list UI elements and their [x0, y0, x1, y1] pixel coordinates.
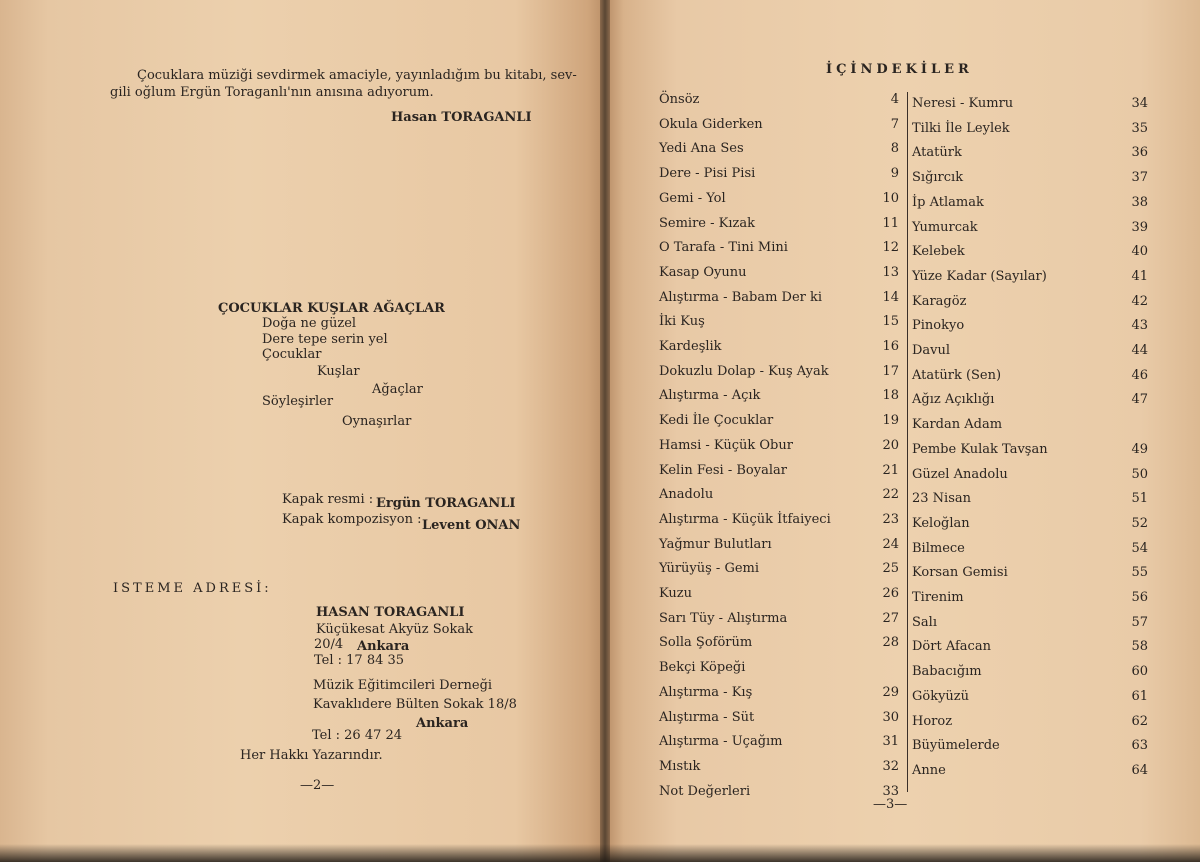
toc-entry-title: Kelin Fesi - Boyalar	[659, 462, 787, 478]
toc-entry-page: 14	[882, 289, 899, 305]
toc-entry-page: 10	[882, 190, 899, 206]
poem-line: Doğa ne güzel	[262, 316, 357, 331]
dedication-line-2: gili oğlum Ergün Toraganlı'nın anısına adıyorum.	[110, 85, 434, 100]
toc-entry-page: 64	[1131, 762, 1148, 778]
toc-entry-page: 61	[1131, 688, 1148, 704]
toc-entry	[659, 265, 899, 285]
toc-entry-page: 32	[882, 758, 899, 774]
toc-entry-title: Alıştırma - Babam Der ki	[659, 289, 823, 305]
poem-line: Çocuklar	[262, 347, 322, 362]
toc-entry	[912, 442, 1148, 462]
toc-entry	[912, 639, 1148, 659]
toc-entry-title: Not Değerleri	[659, 783, 751, 799]
toc-entry	[912, 343, 1148, 363]
toc-entry	[659, 314, 899, 334]
toc-entry-page: 12	[882, 240, 899, 256]
toc-entry	[659, 635, 899, 655]
toc-entry	[659, 561, 899, 581]
toc-entry-title: Önsöz	[659, 92, 700, 107]
book-spine	[600, 0, 610, 862]
toc-entry	[659, 487, 899, 507]
toc-entry-title: Korsan Gemisi	[912, 565, 1008, 581]
toc-entry-page: 33	[882, 783, 899, 799]
toc-entry-page: 50	[1131, 466, 1148, 482]
toc-entry	[912, 590, 1148, 610]
toc-entry-page: 47	[1131, 392, 1148, 408]
toc-entry-title: Pembe Kulak Tavşan	[912, 441, 1048, 457]
organization-street: Kavaklıdere Bülten Sokak 18/8	[313, 697, 517, 712]
toc-entry-title: Yağmur Bulutları	[659, 536, 772, 552]
toc-entry-page: 15	[882, 314, 899, 330]
toc-entry	[659, 240, 899, 260]
toc-entry	[659, 166, 899, 186]
toc-entry-page: 44	[1131, 343, 1148, 358]
toc-entry-title: Yedi Ana Ses	[659, 141, 744, 157]
toc-entry	[912, 294, 1148, 314]
toc-entry-page: 58	[1131, 639, 1148, 655]
toc-entry-page: 23	[882, 511, 899, 527]
toc-entry	[659, 290, 899, 310]
cover-composition-name: Levent ONAN	[422, 518, 521, 533]
toc-entry-page: 51	[1131, 491, 1148, 507]
toc-entry-title: Hamsi - Küçük Obur	[659, 437, 793, 453]
toc-entry-title: Kuzu	[659, 586, 693, 601]
toc-entry-page: 29	[882, 684, 899, 700]
toc-entry-title: Yürüyüş - Gemi	[659, 561, 760, 577]
address-phone: Tel : 17 84 35	[314, 653, 405, 668]
toc-entry-title: Atatürk (Sen)	[912, 367, 1002, 383]
toc-entry	[659, 611, 899, 631]
poem-line: Oynaşırlar	[342, 414, 412, 429]
poem-title: ÇOCUKLAR KUŞLAR AĞAÇLAR	[218, 301, 445, 316]
toc-entry-title: Neresi - Kumru	[912, 96, 1014, 111]
toc-entry-title: Mıstık	[659, 758, 701, 774]
page-number-left: —2—	[300, 778, 335, 793]
toc-entry-title: Güzel Anadolu	[912, 466, 1008, 482]
toc-entry-page: 43	[1131, 318, 1148, 334]
toc-entry-page: 49	[1131, 441, 1148, 457]
toc-entry-page: 39	[1131, 219, 1148, 235]
toc-entry	[912, 392, 1148, 412]
toc-entry	[659, 759, 899, 779]
toc-entry-title: Yüze Kadar (Sayılar)	[912, 268, 1047, 284]
toc-entry-page: 42	[1131, 293, 1148, 309]
toc-entry	[659, 216, 899, 236]
toc-entry-title: Yumurcak	[912, 219, 978, 235]
poem-line: Dere tepe serin yel	[262, 332, 388, 347]
toc-entry-title: 23 Nisan	[912, 491, 972, 507]
toc-entry-page: 17	[882, 363, 899, 379]
toc-entry-title: Dokuzlu Dolap - Kuş Ayak	[659, 363, 829, 379]
toc-entry	[912, 491, 1148, 511]
toc-entry-page: 55	[1131, 565, 1148, 581]
toc-entry-title: Alıştırma - Kış	[659, 684, 753, 700]
toc-entry-title: Okula Giderken	[659, 116, 763, 132]
toc-entry-page: 7	[890, 116, 899, 132]
toc-entry-title: Kasap Oyunu	[659, 264, 747, 280]
toc-entry-title: Pinokyo	[912, 318, 965, 334]
toc-entry-page: 36	[1131, 145, 1148, 161]
toc-entry	[912, 269, 1148, 289]
toc-column-divider	[907, 92, 908, 792]
toc-entry-title: Alıştırma - Süt	[659, 709, 755, 725]
toc-entry-page: 26	[882, 586, 899, 601]
toc-entry-title: Anadolu	[659, 487, 714, 503]
cover-art-name: Ergün TORAGANLI	[376, 496, 516, 511]
toc-entry-page: 46	[1131, 367, 1148, 383]
toc-entry-title: Alıştırma - Uçağım	[659, 734, 783, 750]
toc-entry	[912, 689, 1148, 709]
toc-entry	[659, 660, 899, 680]
address-city: Ankara	[357, 639, 410, 654]
toc-entry-title: İp Atlamak	[912, 194, 984, 210]
toc-entry-title: Horoz	[912, 713, 953, 729]
toc-entry	[912, 763, 1148, 783]
toc-entry	[659, 339, 899, 359]
toc-entry-page: 63	[1131, 738, 1148, 754]
toc-entry-title: Kedi İle Çocuklar	[659, 413, 774, 429]
toc-entry-title: Keloğlan	[912, 515, 970, 531]
poem-line: Ağaçlar	[372, 382, 423, 397]
toc-entry-title: Sığırcık	[912, 170, 964, 186]
toc-entry-page: 37	[1131, 170, 1148, 186]
toc-entry-title: Kelebek	[912, 244, 965, 260]
toc-entry	[659, 586, 899, 606]
poem-line: Kuşlar	[317, 364, 360, 379]
toc-entry-page: 11	[882, 215, 899, 231]
toc-entry-title: Alıştırma - Açık	[659, 388, 761, 404]
toc-entry	[912, 318, 1148, 338]
toc-entry-title: Ağız Açıklığı	[912, 392, 995, 408]
address-number: 20/4	[314, 637, 344, 652]
toc-entry-title: Semire - Kızak	[659, 215, 755, 231]
toc-entry	[659, 191, 899, 211]
toc-entry-title: Karagöz	[912, 293, 967, 309]
toc-entry-page: 13	[882, 264, 899, 280]
toc-entry	[659, 463, 899, 483]
toc-entry-title: Kardeşlik	[659, 339, 722, 354]
toc-entry-title: O Tarafa - Tini Mini	[659, 240, 788, 256]
toc-entry	[659, 710, 899, 730]
toc-entry	[659, 685, 899, 705]
toc-entry	[912, 121, 1148, 141]
toc-entry-title: Anne	[912, 762, 946, 778]
toc-entry	[912, 565, 1148, 585]
toc-entry-title: Solla Şoförüm	[659, 635, 753, 651]
dedication-author: Hasan TORAGANLI	[391, 110, 532, 125]
toc-entry-page: 16	[882, 339, 899, 354]
toc-entry	[659, 117, 899, 137]
toc-entry	[912, 738, 1148, 758]
toc-entry	[912, 615, 1148, 635]
address-name: HASAN TORAGANLI	[316, 605, 465, 620]
poem-line: Söyleşirler	[262, 394, 334, 409]
toc-entry	[659, 512, 899, 532]
toc-entry-page: 54	[1131, 540, 1148, 556]
toc-entry-title: Salı	[912, 614, 937, 630]
toc-entry-title: Tirenim	[912, 590, 964, 605]
toc-entry-title: İki Kuş	[659, 314, 705, 330]
address-heading: ISTEME ADRESİ:	[113, 581, 272, 596]
toc-entry-page: 41	[1131, 268, 1148, 284]
address-street: Küçükesat Akyüz Sokak	[316, 622, 474, 637]
toc-entry	[912, 368, 1148, 388]
toc-entry-page: 60	[1131, 664, 1148, 680]
toc-entry-page: 27	[882, 610, 899, 626]
toc-entry-page: 62	[1131, 713, 1148, 729]
toc-entry-page: 25	[882, 561, 899, 577]
toc-entry	[659, 734, 899, 754]
toc-entry-title: Babacığım	[912, 664, 982, 680]
toc-entry-title: Büyümelerde	[912, 738, 1000, 754]
organization-phone: Tel : 26 47 24	[312, 728, 403, 743]
toc-entry-title: Davul	[912, 343, 951, 358]
toc-entry	[912, 220, 1148, 240]
toc-entry-page: 57	[1131, 614, 1148, 630]
organization-city: Ankara	[416, 716, 469, 731]
toc-entry	[912, 195, 1148, 215]
toc-entry	[912, 170, 1148, 190]
toc-entry	[912, 145, 1148, 165]
toc-entry-title: Gemi - Yol	[659, 190, 726, 206]
toc-entry-title: Sarı Tüy - Alıştırma	[659, 610, 788, 626]
toc-entry-page: 38	[1131, 194, 1148, 210]
toc-heading: İÇİNDEKİLER	[826, 62, 973, 77]
organization-name: Müzik Eğitimcileri Derneği	[313, 678, 493, 693]
toc-entry-page: 21	[882, 462, 899, 478]
toc-entry-page: 22	[882, 487, 899, 503]
toc-entry-page: 4	[890, 92, 899, 107]
toc-entry-title: Bilmece	[912, 540, 965, 556]
cover-art-label: Kapak resmi :	[282, 492, 374, 507]
toc-entry-page: 28	[882, 635, 899, 651]
page-number-right: —3—	[873, 797, 908, 812]
toc-entry	[912, 467, 1148, 487]
toc-entry	[659, 364, 899, 384]
toc-entry-page: 9	[890, 166, 899, 182]
toc-entry	[912, 714, 1148, 734]
toc-entry-title: Dere - Pisi Pisi	[659, 166, 756, 182]
toc-entry	[659, 141, 899, 161]
toc-entry-page: 24	[882, 536, 899, 552]
toc-entry-page: 52	[1131, 515, 1148, 531]
toc-entry-title: Bekçi Köpeği	[659, 660, 746, 676]
toc-entry	[659, 413, 899, 433]
dedication-line-1: Çocuklara müziği sevdirmek amaciyle, yayınladığım bu kitabı, sev-	[137, 68, 577, 83]
toc-entry-page: 35	[1131, 120, 1148, 136]
toc-entry	[912, 417, 1148, 437]
toc-entry-page: 18	[882, 388, 899, 404]
toc-entry	[912, 516, 1148, 536]
toc-entry	[659, 92, 899, 112]
toc-entry-title: Tilki İle Leylek	[912, 120, 1010, 136]
toc-entry	[659, 784, 899, 804]
toc-entry	[912, 541, 1148, 561]
toc-entry-title: Atatürk	[912, 145, 962, 161]
toc-entry-page: 31	[882, 734, 899, 750]
toc-entry	[912, 244, 1148, 264]
toc-entry-title: Dört Afacan	[912, 639, 991, 655]
toc-entry-title: Kardan Adam	[912, 417, 1003, 433]
toc-entry	[912, 96, 1148, 116]
toc-entry	[659, 388, 899, 408]
toc-entry-title: Alıştırma - Küçük İtfaiyeci	[659, 511, 831, 527]
toc-entry	[912, 664, 1148, 684]
toc-entry-title: Gökyüzü	[912, 688, 970, 704]
toc-entry-page: 56	[1131, 590, 1148, 605]
page-bottom-shadow	[0, 844, 1200, 862]
rights-notice: Her Hakkı Yazarındır.	[240, 748, 383, 763]
toc-entry	[659, 438, 899, 458]
toc-entry	[659, 537, 899, 557]
toc-entry-page: 30	[882, 709, 899, 725]
toc-entry-page: 40	[1131, 244, 1148, 260]
toc-entry-page: 8	[890, 141, 899, 157]
toc-entry-page: 19	[882, 413, 899, 429]
toc-entry-page: 20	[882, 437, 899, 453]
cover-composition-label: Kapak kompozisyon :	[282, 512, 422, 527]
toc-entry-page: 34	[1131, 96, 1148, 111]
